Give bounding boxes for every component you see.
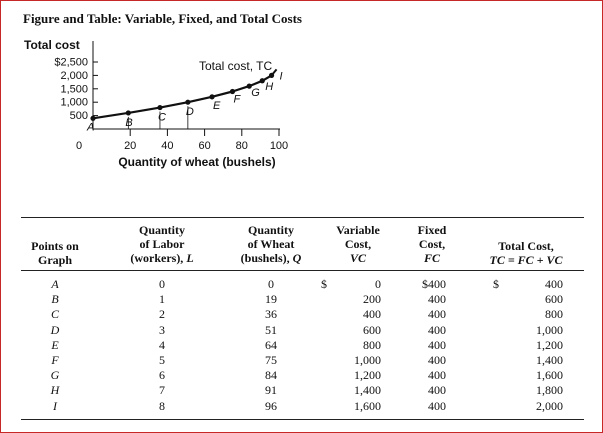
cell-labor: 8 (159, 398, 165, 413)
cell-labor: 4 (159, 337, 165, 352)
cell-point: A (51, 277, 59, 291)
header-total-cost: Total Cost, TC = FC + VC (489, 239, 563, 267)
cell-tc: 800 (545, 307, 563, 322)
header-variable-cost: Variable Cost, VC (336, 223, 380, 265)
total-cost-chart (0, 0, 603, 215)
x-tick-label: 40 (161, 140, 174, 152)
x-tick-label: 60 (198, 140, 211, 152)
cell-vc: 600 (363, 322, 381, 337)
x-tick-label: 0 (75, 140, 83, 152)
cell-tc: 2,000 (536, 398, 563, 413)
cell-fc: 400 (428, 398, 446, 413)
y-tick-label: 1,500 (60, 83, 88, 96)
figure-title: Figure and Table: Variable, Fixed, and Total Costs (23, 11, 302, 26)
x-axis-title: Quantity of wheat (bushels) (118, 155, 276, 169)
cell-point: C (50, 307, 59, 322)
vc-currency-symbol: $ (321, 277, 327, 291)
x-tick-label: 80 (235, 140, 248, 152)
y-tick-label: 1,000 (60, 96, 88, 109)
cell-labor: 6 (159, 368, 165, 383)
cell-tc: 1,600 (536, 368, 563, 383)
header-points: Points on Graph (31, 239, 79, 267)
point-e (209, 94, 214, 99)
total-cost-line (93, 75, 272, 118)
point-h (260, 78, 265, 83)
cell-wheat: 0 (268, 277, 274, 291)
cell-vc: 1,400 (354, 383, 381, 398)
cell-labor: 0 (159, 277, 165, 291)
point-label-a: A (87, 121, 95, 134)
cell-tc: 1,400 (536, 353, 563, 367)
cell-labor: 3 (159, 322, 165, 337)
cell-wheat: 36 (265, 307, 277, 322)
point-label-c: C (157, 111, 166, 124)
y-tick-label: 2,000 (60, 69, 88, 82)
header-wheat: Quantity of Wheat (bushels), Q (240, 223, 302, 265)
cell-fc: 400 (428, 337, 446, 352)
x-tick-label: 20 (124, 140, 137, 152)
cell-point: F (51, 353, 59, 367)
cell-point: D (50, 322, 60, 337)
cell-vc: 1,600 (354, 398, 381, 413)
cell-point: I (53, 398, 57, 413)
point-b (126, 110, 131, 115)
cell-labor: 2 (159, 307, 165, 322)
cell-vc: 800 (363, 337, 381, 352)
cell-tc: 1,200 (536, 337, 563, 352)
cell-fc: 400 (428, 383, 446, 398)
point-c (157, 105, 162, 110)
cell-wheat: 84 (265, 368, 277, 383)
header-labor: Quantity of Labor (workers), L (130, 223, 194, 265)
cell-tc: 1,000 (536, 322, 563, 337)
total-cost-label: Total cost, TC (199, 59, 273, 73)
cell-labor: 1 (159, 292, 165, 307)
x-tick-label: 100 (269, 140, 289, 152)
point-label-b: B (125, 116, 133, 129)
y-tick-label: 500 (69, 110, 88, 123)
cell-wheat: 19 (265, 292, 277, 307)
cell-point: H (50, 383, 60, 398)
point-i (269, 73, 274, 78)
cell-wheat: 96 (265, 398, 277, 413)
cell-labor: 7 (159, 383, 165, 398)
cell-fc: 400 (428, 368, 446, 383)
header-fixed-cost: Fixed Cost, FC (417, 223, 447, 265)
cell-fc: $400 (422, 277, 446, 291)
cell-vc: 0 (375, 277, 381, 291)
cell-point: B (51, 292, 59, 307)
cell-point: E (51, 337, 59, 352)
cell-wheat: 91 (265, 383, 277, 398)
cell-fc: 400 (428, 322, 446, 337)
table-bottom-rule (21, 419, 584, 420)
table-top-rule (21, 217, 584, 218)
cell-vc: 200 (363, 292, 381, 307)
cell-fc: 400 (428, 353, 446, 367)
table-header-rule (21, 270, 584, 271)
cell-tc: 400 (545, 277, 563, 291)
cell-point: G (50, 368, 60, 383)
point-label-h: H (265, 80, 274, 93)
point-label-f: F (233, 93, 241, 106)
cell-wheat: 75 (265, 353, 277, 367)
point-a (90, 116, 95, 121)
y-tick-label: $2,500 (54, 56, 88, 69)
cell-wheat: 51 (265, 322, 277, 337)
point-label-e: E (213, 99, 221, 112)
cell-labor: 5 (159, 353, 165, 367)
y-axis-title: Total cost (24, 38, 80, 52)
point-label-i: I (279, 70, 283, 83)
cell-vc: 1,200 (354, 368, 381, 383)
cell-fc: 400 (428, 307, 446, 322)
cell-vc: 1,000 (354, 353, 381, 367)
tc-currency-symbol: $ (493, 277, 499, 291)
cell-wheat: 64 (265, 337, 277, 352)
cell-tc: 1,800 (536, 383, 563, 398)
cell-fc: 400 (428, 292, 446, 307)
point-label-d: D (185, 106, 194, 119)
point-label-g: G (251, 87, 260, 100)
cell-tc: 600 (545, 292, 563, 307)
cell-vc: 400 (363, 307, 381, 322)
point-d (185, 100, 190, 105)
